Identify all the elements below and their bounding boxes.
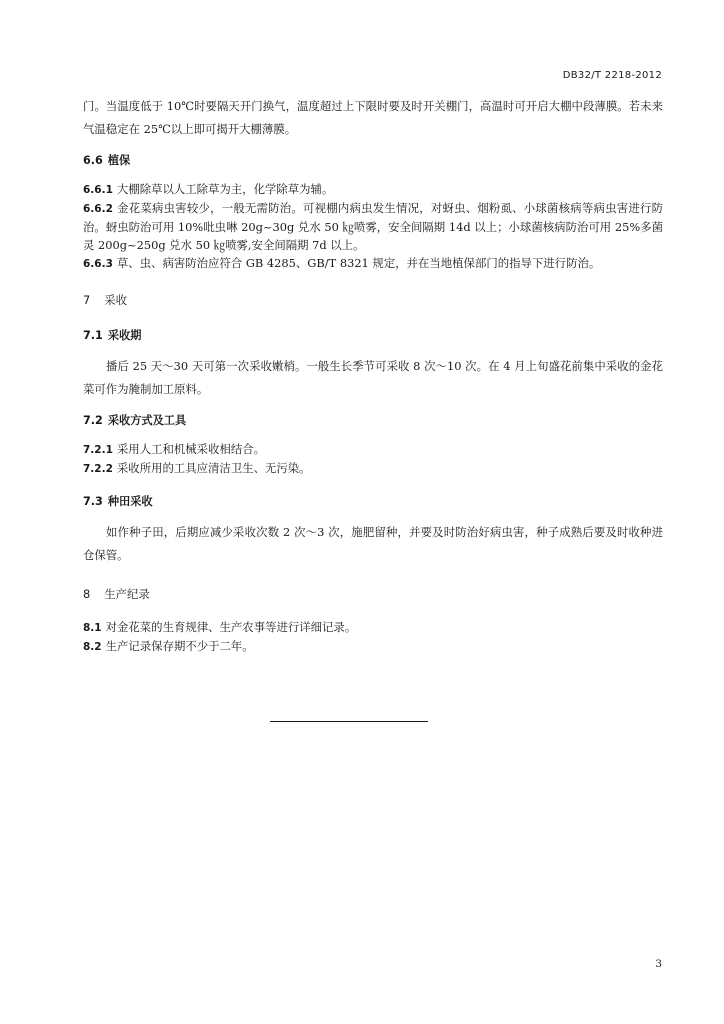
section-title: 采收期 xyxy=(107,329,142,342)
section-7-3-heading xyxy=(83,490,663,513)
clause-text: 生产记录保存期不少于二年。 xyxy=(105,639,254,653)
clause-7-2-1 xyxy=(83,440,663,459)
clause-text: 金花菜病虫害较少，一般无需防治。可视棚内病虫发生情况，对蚜虫、烟粉虱、小球菌核病等病虫害进行防治。蚜虫防治可用 10%吡虫啉 20g~30g 兑水 50 ㎏喷雾，安全间隔期 14d 以上；小球菌核病防治可用 25%多菌灵 200g~250g 兑水 50 ㎏喷雾,安全间隔期 7d 以上。 xyxy=(83,201,663,252)
section-title: 种田采收 xyxy=(107,495,153,508)
section-number: 6.6 xyxy=(83,154,103,167)
section-number: 7.3 xyxy=(83,495,103,508)
chapter-number: 7 xyxy=(83,293,91,307)
clause-text: 大棚除草以人工除草为主，化学除草为辅。 xyxy=(116,182,334,196)
clause-number: 6.6.3 xyxy=(83,258,113,270)
page-number: 3 xyxy=(655,958,662,970)
section-title: 采收方式及工具 xyxy=(107,414,187,427)
clause-number: 6.6.2 xyxy=(83,203,113,215)
section-number: 7.1 xyxy=(83,329,103,342)
document-body xyxy=(83,95,663,656)
clause-7-2-2 xyxy=(83,459,663,478)
paragraph-continuation: 门。当温度低于 10℃时要隔天开门换气，温度超过上下限时要及时开关棚门，高温时可开启大棚中段薄膜。若未来气温稳定在 25℃以上即可揭开大棚薄膜。 xyxy=(83,99,663,136)
chapter-number: 8 xyxy=(83,587,91,601)
chapter-title: 生产纪录 xyxy=(104,587,150,601)
clause-6-6-1 xyxy=(83,180,663,199)
clause-6-6-3 xyxy=(83,254,663,273)
clause-8-2 xyxy=(83,637,663,656)
section-7-1-text: 播后 25 天～30 天可第一次采收嫩梢。一般生长季节可采收 8 次～10 次。在 4 月上旬盛花前集中采收的金花菜可作为腌制加工原料。 xyxy=(83,359,663,396)
section-number: 7.2 xyxy=(83,414,103,427)
clause-text: 采收所用的工具应清洁卫生、无污染。 xyxy=(116,461,311,475)
clause-6-6-2 xyxy=(83,199,663,254)
section-title: 植保 xyxy=(107,154,131,167)
clause-number: 8.1 xyxy=(83,622,102,634)
document-code: DB32/T 2218-2012 xyxy=(562,70,662,81)
chapter-title: 采收 xyxy=(104,293,128,307)
clause-number: 7.2.2 xyxy=(83,463,113,475)
clause-number: 7.2.1 xyxy=(83,444,113,456)
chapter-8-heading xyxy=(83,583,663,606)
clause-text: 草、虫、病害防治应符合 GB 4285、GB/T 8321 规定，并在当地植保部门的指导下进行防治。 xyxy=(116,256,601,270)
clause-number: 6.6.1 xyxy=(83,184,113,196)
section-7-1-heading xyxy=(83,324,663,347)
section-7-2-heading xyxy=(83,409,663,432)
chapter-7-heading xyxy=(83,289,663,312)
clause-number: 8.2 xyxy=(83,641,102,653)
clause-8-1 xyxy=(83,618,663,637)
section-6-6-heading xyxy=(83,149,663,172)
section-7-3-text: 如作种子田，后期应减少采收次数 2 次～3 次，施肥留种，并要及时防治好病虫害，种子成熟后要及时收种进仓保管。 xyxy=(83,525,663,562)
clause-text: 对金花菜的生育规律、生产农事等进行详细记录。 xyxy=(105,620,357,634)
clause-text: 采用人工和机械采收相结合。 xyxy=(116,442,265,456)
end-of-document-rule xyxy=(270,721,428,722)
